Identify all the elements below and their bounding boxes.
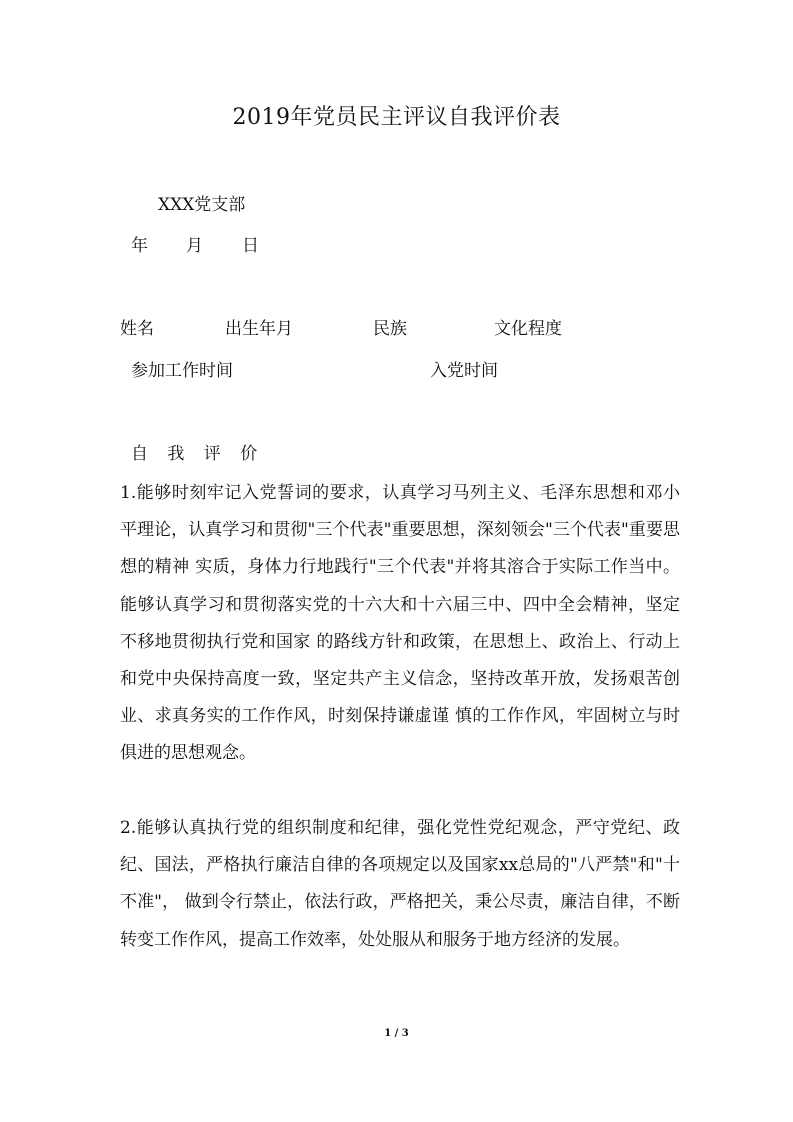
self-evaluation-heading: 自 我 评 价: [131, 444, 265, 464]
date-year-label: 年: [131, 236, 148, 256]
birth-date-field-label: 出生年月: [225, 319, 293, 339]
date-month-label: 月: [186, 236, 203, 256]
work-start-field-label: 参加工作时间: [131, 361, 233, 381]
party-join-field-label: 入党时间: [430, 361, 498, 381]
name-field-label: 姓名: [120, 319, 154, 339]
ethnicity-field-label: 民族: [373, 319, 407, 339]
party-branch-name: XXX党支部: [158, 195, 246, 215]
education-field-label: 文化程度: [494, 319, 562, 339]
page-number: 1 / 3: [384, 1028, 409, 1039]
evaluation-paragraph: 1.能够时刻牢记入党誓词的要求，认真学习马列主义、毛泽东思想和邓小平理论，认真学习和贯彻"三个代表"重要思想，深刻领会"三个代表"重要思想的精神 实质，身体力行地践行"三个代表"并将其溶合于实际工作当中。能够认真学习和贯彻落实党的十六大和十六届三中、四中全会精神，坚定不移地贯彻执行党和国家 的路线方针和政策，在思想上、政治上、行动上和党中央保持高度一致，坚定共产主义信念，坚持改革开放，发扬艰苦创业、求真务实的工作作风，时刻保持谦虚谨 慎的工作作风，牢固树立与时俱进的思想观念。: [120, 483, 680, 764]
date-day-label: 日: [242, 236, 259, 256]
document-title: 2019年党员民主评议自我评价表: [232, 105, 561, 130]
evaluation-paragraph: 2.能够认真执行党的组织制度和纪律，强化党性党纪观念，严守党纪、政纪、国法，严格执行廉洁自律的各项规定以及国家xx总局的"八严禁"和"十不准"， 做到令行禁止，依法行政，严格把关，秉公尽责，廉洁自律，不断转变工作作风，提高工作效率，处处服从和服务于地方经济的发展。: [120, 818, 680, 950]
